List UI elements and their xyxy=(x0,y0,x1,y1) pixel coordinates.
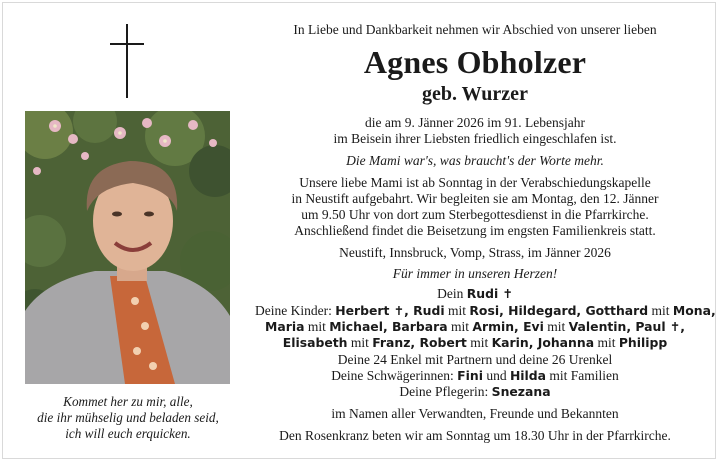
connector-text: und xyxy=(482,368,510,383)
funeral-line: Unsere liebe Mami ist ab Sonntag in der Verabschiedungskapelle xyxy=(299,175,651,190)
name-bold: Snezana xyxy=(491,384,551,399)
header-line: In Liebe und Dankbarkeit nehmen wir Abschied von unserer lieben xyxy=(293,22,657,37)
maiden-name: geb. Wurzer xyxy=(422,83,528,105)
children-line-3 xyxy=(255,335,695,351)
deceased-name: Agnes Obholzer xyxy=(363,44,587,80)
sisters-in-law-line xyxy=(255,368,695,384)
connector-text: mit xyxy=(594,335,619,350)
name-bold: Fini xyxy=(457,368,483,383)
rosary-line: Den Rosenkranz beten wir am Sonntag um 18.30 Uhr in der Pfarrkirche. xyxy=(279,428,671,443)
husband-line xyxy=(255,286,695,302)
name-bold: Elisabeth xyxy=(282,335,348,350)
quote: Die Mami war's, was braucht's der Worte mehr. xyxy=(346,153,604,168)
children-line-2 xyxy=(255,319,695,335)
connector-text: mit xyxy=(543,319,569,334)
funeral-line: in Neustift aufgebahrt. Wir begleiten sie am Montag, den 12. Jänner xyxy=(291,191,659,206)
grandchildren-line: Deine 24 Enkel mit Partnern und deine 26 Urenkel xyxy=(337,352,613,367)
poem xyxy=(20,394,236,442)
connector-text: Deine Pflegerin: xyxy=(399,384,492,399)
name-bold: Philipp xyxy=(618,335,668,350)
name-bold: Valentin, Paul ✝, xyxy=(568,319,685,334)
name-bold: Hilda xyxy=(509,368,547,383)
relatives-line: im Namen aller Verwandten, Freunde und Bekannten xyxy=(331,406,619,421)
name-bold: Michael, Barbara xyxy=(329,319,448,334)
funeral-line: um 9.50 Uhr von dort zum Sterbegottesdienst in die Pfarrkirche. xyxy=(301,207,649,222)
poem-line: Kommet her zu mir, alle, xyxy=(63,394,193,409)
name-bold: Mona, xyxy=(672,303,716,318)
connector-text: Deine Schwägerinnen: xyxy=(331,368,458,383)
caregiver-line xyxy=(255,384,695,400)
connector-text: mit xyxy=(304,319,330,334)
husband-name: Rudi ✝ xyxy=(466,286,513,301)
poem-line: die ihr mühselig und beladen seid, xyxy=(37,410,219,425)
portrait-photo xyxy=(25,111,230,384)
connector-text: mit xyxy=(648,303,673,318)
name-bold: Franz, Robert xyxy=(372,335,467,350)
children-line-1 xyxy=(255,303,716,319)
poem-line: ich will euch erquicken. xyxy=(65,426,191,441)
funeral-line: Anschließend findet die Beisetzung im engsten Familienkreis statt. xyxy=(294,223,656,238)
connector-text: mit xyxy=(466,335,492,350)
intro-line: die am 9. Jänner 2026 im 91. Lebensjahr xyxy=(364,115,586,130)
forever-line: Für immer in unseren Herzen! xyxy=(392,266,558,281)
connector-text: Deine Kinder: xyxy=(255,303,336,318)
connector-text: mit xyxy=(347,335,373,350)
name-bold: Rosi, Hildegard, Gotthard xyxy=(469,303,649,318)
name-bold: Karin, Johanna xyxy=(491,335,595,350)
name-bold: Maria xyxy=(265,319,305,334)
husband-prefix: Dein xyxy=(437,286,467,301)
connector-text: mit Familien xyxy=(546,368,619,383)
connector-text: mit xyxy=(447,319,473,334)
intro-line: im Beisein ihrer Liebsten friedlich eingeschlafen ist. xyxy=(333,131,617,146)
connector-text: mit xyxy=(444,303,470,318)
place-date: Neustift, Innsbruck, Vomp, Strass, im Jänner 2026 xyxy=(339,245,611,260)
name-bold: Herbert ✝, Rudi xyxy=(335,303,445,318)
name-bold: Armin, Evi xyxy=(472,319,544,334)
cross-icon xyxy=(110,24,144,98)
